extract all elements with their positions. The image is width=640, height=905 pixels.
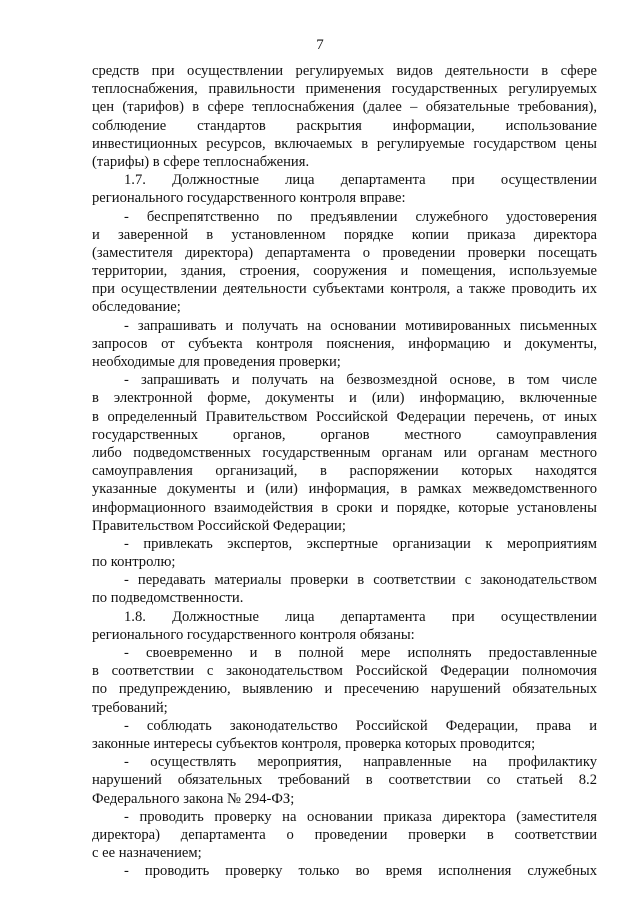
- text-line: в соответствии с законодательством Российской Федерации полномочия: [92, 663, 597, 680]
- text-line: - проводить проверку только во время исполнения служебных: [124, 863, 597, 880]
- text-line: - запрашивать и получать на безвозмездной основе, в том числе: [124, 372, 597, 389]
- text-line: - передавать материалы проверки в соответствии с законодательством: [124, 572, 597, 589]
- text-line: обследование;: [92, 299, 181, 316]
- text-line: по подведомственности.: [92, 590, 244, 607]
- text-line: информационного взаимодействия в сроки и порядке, которые установлены: [92, 499, 597, 516]
- text-line: (заместителя директора) департамента о проведении проверки посещать: [92, 244, 597, 261]
- text-line: регионального государственного контроля обязаны:: [92, 626, 415, 643]
- text-line: - проводить проверку на основании приказа директора (заместителя: [124, 808, 597, 825]
- text-line: Правительством Российской Федерации;: [92, 517, 346, 534]
- text-line: инвестиционных ресурсов, включаемых в регулируемые государством цены: [92, 135, 597, 152]
- text-line: директора) департамента о проведении проверки в соответствии: [92, 826, 597, 843]
- text-line: - привлекать экспертов, экспертные организации к мероприятиям: [124, 535, 597, 552]
- text-line: и заверенной в установленном порядке копии приказа директора: [92, 226, 597, 243]
- text-line: 1.8. Должностные лица департамента при осуществлении: [124, 608, 597, 625]
- text-line: в определенный Правительством Российской Федерации перечень, от иных: [92, 408, 597, 425]
- text-line: либо подведомственных государственным органам или органам местного: [92, 444, 597, 461]
- text-line: при осуществлении деятельности субъектами контроля, а также проводить их: [92, 281, 597, 298]
- text-line: нарушений обязательных требований в соответствии со статьей 8.2: [92, 772, 597, 789]
- text-line: - соблюдать законодательство Российской Федерации, права и: [124, 717, 597, 734]
- text-line: средств при осуществлении регулируемых видов деятельности в сфере: [92, 63, 597, 79]
- text-line: запросов от субъекта контроля пояснения, информацию и документы,: [92, 335, 597, 352]
- text-line: цен (тарифов) в сфере теплоснабжения (далее – обязательные требования),: [92, 99, 597, 116]
- text-line: по контролю;: [92, 554, 176, 571]
- text-line: - осуществлять мероприятия, направленные на профилактику: [124, 754, 597, 771]
- text-line: Федерального закона № 294-ФЗ;: [92, 790, 295, 807]
- text-line: 1.7. Должностные лица департамента при осуществлении: [124, 172, 597, 189]
- page-number: 7: [316, 37, 324, 53]
- text-line: (тарифы) в сфере теплоснабжения.: [92, 153, 310, 170]
- text-line: территории, здания, строения, сооружения и помещения, используемые: [92, 263, 597, 280]
- text-line: теплоснабжения, правильности применения государственных регулируемых: [92, 81, 597, 98]
- text-line: необходимые для проведения проверки;: [92, 354, 341, 370]
- text-line: - беспрепятственно по предъявлении служебного удостоверения: [124, 208, 597, 225]
- text-line: требований;: [92, 699, 168, 716]
- text-line: соблюдение стандартов раскрытия информации, использование: [92, 117, 597, 134]
- text-line: регионального государственного контроля вправе:: [92, 190, 406, 207]
- text-line: законные интересы субъектов контроля, проверка которых проводится;: [92, 735, 536, 752]
- text-line: по предупреждению, выявлению и пресечению нарушений обязательных: [92, 681, 597, 698]
- text-line: с ее назначением;: [92, 845, 202, 862]
- document-body: [92, 62, 597, 880]
- text-line: - запрашивать и получать на основании мотивированных письменных: [124, 317, 597, 334]
- text-line: - своевременно и в полной мере исполнять предоставленные: [124, 645, 597, 661]
- text-line: указанные документы и (или) информация, в рамках межведомственного: [92, 481, 597, 498]
- text-line: государственных органов, органов местного самоуправления: [92, 426, 597, 443]
- text-line: самоуправления организаций, в распоряжении которых находятся: [92, 463, 597, 480]
- text-line: в электронной форме, документы и (или) информацию, включенные: [92, 390, 597, 407]
